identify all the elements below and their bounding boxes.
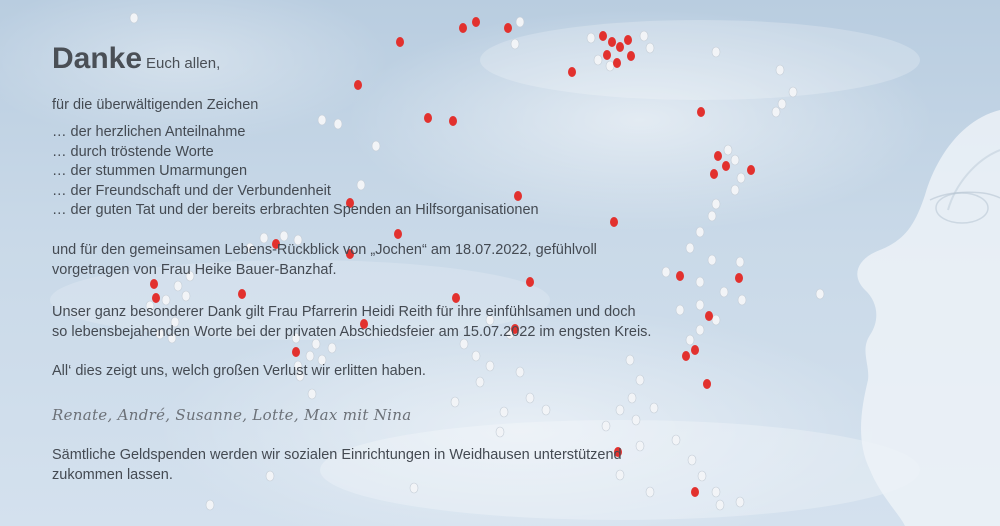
paragraph-pastor xyxy=(52,303,651,342)
balloon xyxy=(516,367,524,377)
balloon xyxy=(736,257,744,267)
balloon xyxy=(603,50,611,60)
balloon xyxy=(672,435,680,445)
balloon xyxy=(778,99,786,109)
face-silhouette xyxy=(857,110,1000,526)
paragraph-line: Unser ganz besonderer Dank gilt Frau Pfarrerin Heidi Reith für ihre einfühlsamen und doch xyxy=(52,304,636,320)
balloon xyxy=(724,145,732,155)
balloon xyxy=(636,375,644,385)
balloon xyxy=(691,345,699,355)
balloon xyxy=(772,107,780,117)
paragraph-eulogy xyxy=(52,241,597,280)
balloon xyxy=(306,351,314,361)
balloon xyxy=(714,151,722,161)
paragraph-line: vorgetragen von Frau Heike Bauer-Banzhaf. xyxy=(52,261,337,278)
sign-item: … durch tröstende Worte xyxy=(52,143,214,160)
balloon xyxy=(698,471,706,481)
balloon xyxy=(511,39,519,49)
balloon xyxy=(452,293,460,303)
donation-line: Sämtliche Geldspenden werden wir sozialen Einrichtungen in Weidhausen unterstützend xyxy=(52,447,622,463)
balloon xyxy=(476,377,484,387)
balloon xyxy=(731,155,739,165)
balloon xyxy=(703,379,711,389)
balloon xyxy=(712,47,720,57)
balloon xyxy=(789,87,797,97)
balloon xyxy=(686,335,694,345)
balloon xyxy=(616,405,624,415)
balloon xyxy=(686,243,694,253)
balloon xyxy=(735,273,743,283)
balloon xyxy=(394,229,402,239)
balloon xyxy=(587,33,595,43)
balloon xyxy=(708,211,716,221)
sign-item: … der guten Tat und der bereits erbrachten Spenden an Hilfsorganisationen xyxy=(52,202,539,219)
balloon xyxy=(526,393,534,403)
balloon xyxy=(688,455,696,465)
balloon xyxy=(636,441,644,451)
paragraph-loss: All‘ dies zeigt uns, welch großen Verlust wir erlitten haben. xyxy=(52,363,426,379)
balloon xyxy=(697,107,705,117)
balloon xyxy=(737,173,745,183)
balloon xyxy=(736,497,744,507)
intro-line: für die überwältigenden Zeichen xyxy=(52,97,259,113)
balloon xyxy=(516,17,524,27)
balloon xyxy=(776,65,784,75)
balloon xyxy=(696,277,704,287)
balloon xyxy=(542,405,550,415)
balloon xyxy=(610,217,618,227)
balloon xyxy=(616,42,624,52)
balloon xyxy=(500,407,508,417)
balloon xyxy=(504,23,512,33)
balloon xyxy=(292,347,300,357)
balloon xyxy=(691,487,699,497)
balloon xyxy=(646,487,654,497)
balloon xyxy=(720,287,728,297)
balloon xyxy=(472,17,480,27)
balloon xyxy=(682,351,690,361)
balloon xyxy=(816,289,824,299)
heading-title: Danke xyxy=(52,42,143,75)
balloon xyxy=(182,291,190,301)
balloon xyxy=(424,113,432,123)
heading-subtitle: Euch allen, xyxy=(146,55,221,72)
balloon xyxy=(472,351,480,361)
balloon xyxy=(662,267,670,277)
heading xyxy=(52,42,220,76)
balloon xyxy=(496,427,504,437)
balloon xyxy=(738,295,746,305)
balloon xyxy=(710,169,718,179)
signs-list xyxy=(52,123,539,221)
balloon xyxy=(328,343,336,353)
balloon xyxy=(712,315,720,325)
balloon xyxy=(646,43,654,53)
sign-item: … der herzlichen Anteilnahme xyxy=(52,124,246,140)
balloon xyxy=(486,361,494,371)
balloon xyxy=(624,35,632,45)
balloon xyxy=(716,500,724,510)
balloon xyxy=(568,67,576,77)
family-signature: Renate, André, Susanne, Lotte, Max mit Nina xyxy=(52,406,412,424)
balloon xyxy=(640,31,648,41)
balloon xyxy=(627,51,635,61)
balloon xyxy=(705,311,713,321)
balloon xyxy=(731,185,739,195)
balloon xyxy=(676,271,684,281)
balloon xyxy=(613,58,621,68)
balloon xyxy=(602,421,610,431)
balloon xyxy=(459,23,467,33)
balloon xyxy=(152,293,160,303)
balloon xyxy=(676,305,684,315)
balloon xyxy=(174,281,182,291)
balloon xyxy=(451,397,459,407)
donation-line: zukommen lassen. xyxy=(52,466,173,483)
balloon xyxy=(747,165,755,175)
sign-item: … der Freundschaft und der Verbundenheit xyxy=(52,182,331,199)
balloon xyxy=(130,13,138,23)
balloon xyxy=(608,37,616,47)
balloon xyxy=(708,255,716,265)
balloon xyxy=(626,355,634,365)
balloon xyxy=(280,231,288,241)
balloon xyxy=(150,279,158,289)
balloon xyxy=(599,31,607,41)
balloon xyxy=(696,300,704,310)
balloon xyxy=(696,227,704,237)
balloon xyxy=(354,80,362,90)
balloon xyxy=(632,415,640,425)
paragraph-line: so lebensbejahenden Worte bei der privaten Abschiedsfeier am 15.07.2022 im engsten Kreis. xyxy=(52,323,652,340)
balloon xyxy=(696,325,704,335)
balloon xyxy=(628,393,636,403)
balloon xyxy=(594,55,602,65)
balloon xyxy=(308,389,316,399)
balloon xyxy=(712,487,720,497)
balloon xyxy=(650,403,658,413)
donation-note xyxy=(52,446,622,485)
paragraph-line: und für den gemeinsamen Lebens-Rückblick von „Jochen“ am 18.07.2022, gefühlvoll xyxy=(52,242,597,258)
balloon xyxy=(238,289,246,299)
balloon xyxy=(206,500,214,510)
sign-item: … der stummen Umarmungen xyxy=(52,163,248,180)
balloon xyxy=(606,61,614,71)
balloon xyxy=(396,37,404,47)
balloon xyxy=(722,161,730,171)
balloon xyxy=(712,199,720,209)
